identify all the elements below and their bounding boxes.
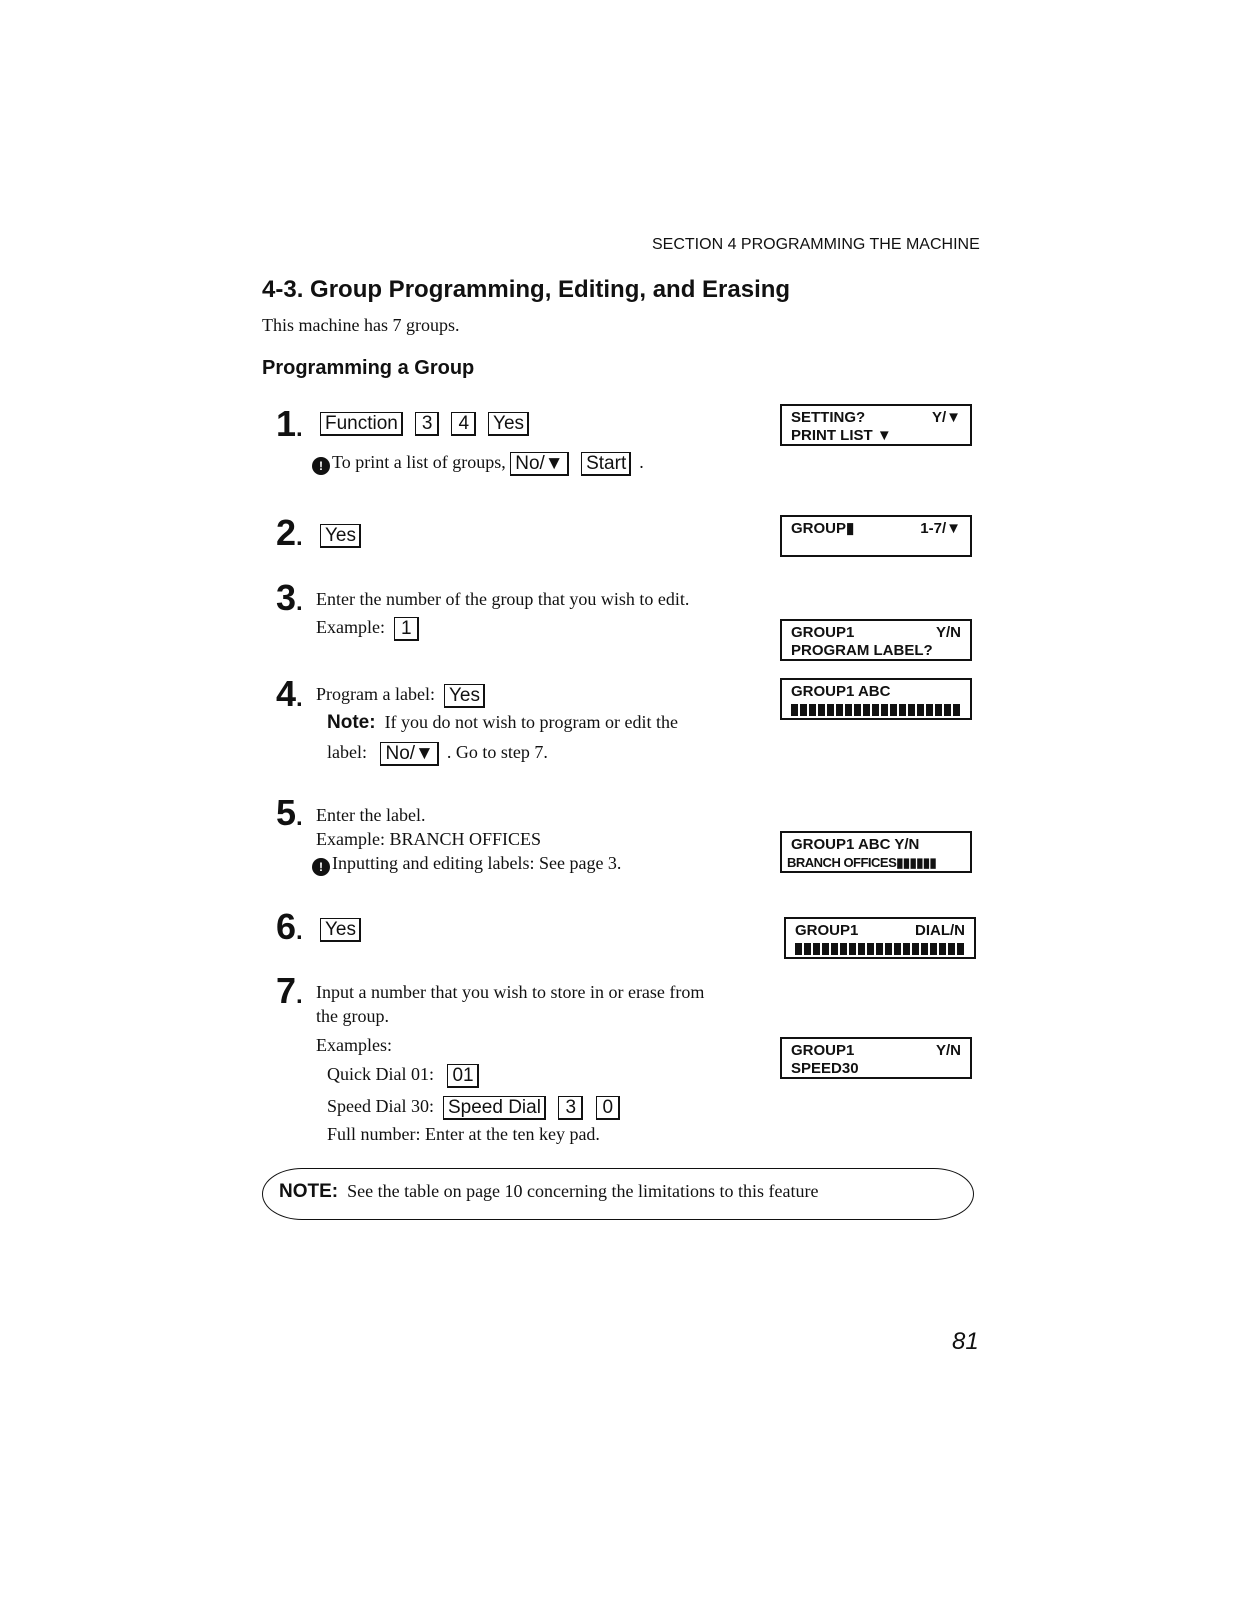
display-program-label: GROUP1 Y/N PROGRAM LABEL? bbox=[780, 619, 972, 661]
step-7-full-number: Full number: Enter at the ten key pad. bbox=[327, 1124, 600, 1144]
key-4[interactable]: 4 bbox=[451, 412, 476, 436]
start-key[interactable]: Start bbox=[581, 452, 631, 476]
step-number-4: 4. bbox=[276, 673, 303, 714]
display-setting: SETTING? Y/▼ PRINT LIST ▼ bbox=[780, 404, 972, 446]
step-2-keys bbox=[320, 524, 369, 548]
yes-key[interactable]: Yes bbox=[320, 918, 361, 942]
key-1[interactable]: 1 bbox=[394, 617, 419, 641]
step-1-keys bbox=[320, 412, 537, 436]
display-branch-offices: GROUP1 ABC Y/N BRANCH OFFICES▮▮▮▮▮▮ bbox=[780, 831, 972, 873]
info-bullet-icon: ! bbox=[312, 858, 330, 876]
step-1-bullet: ! To print a list of groups, No/▼ Start . bbox=[312, 452, 644, 476]
step-number-5: 5. bbox=[276, 792, 303, 833]
cursor-bars bbox=[795, 943, 965, 955]
display-group-select: GROUP▮ 1-7/▼ bbox=[780, 515, 972, 557]
function-key[interactable]: Function bbox=[320, 412, 403, 436]
key-3[interactable]: 3 bbox=[558, 1096, 583, 1120]
display-dial: GROUP1 DIAL/N bbox=[784, 917, 976, 959]
page-title: 4-3. Group Programming, Editing, and Erasing bbox=[262, 276, 791, 303]
intro-text: This machine has 7 groups. bbox=[262, 315, 460, 335]
key-3[interactable]: 3 bbox=[415, 412, 440, 436]
note-text: NOTE: See the table on page 10 concerning the limitations to this feature bbox=[279, 1181, 819, 1202]
step-3-example: Example: 1 bbox=[316, 617, 427, 641]
note-callout bbox=[262, 1168, 974, 1220]
page-number: 81 bbox=[952, 1328, 979, 1355]
step-number-6: 6. bbox=[276, 906, 303, 947]
step-7-text: Input a number that you wish to store in or erase from bbox=[316, 982, 705, 1002]
display-speed30: GROUP1 Y/N SPEED30 bbox=[780, 1037, 972, 1079]
step-4-note: Note: If you do not wish to program or edit the bbox=[327, 712, 679, 733]
no-key[interactable]: No/▼ bbox=[380, 742, 438, 766]
step-number-3: 3. bbox=[276, 577, 303, 618]
info-bullet-icon: ! bbox=[312, 457, 330, 475]
speed-dial-key[interactable]: Speed Dial bbox=[443, 1096, 546, 1120]
cursor-bars bbox=[791, 704, 961, 716]
quick-dial-01-key[interactable]: 01 bbox=[447, 1064, 478, 1088]
step-4-note-line2: label: No/▼ . Go to step 7. bbox=[327, 742, 548, 764]
yes-key[interactable]: Yes bbox=[320, 524, 361, 548]
step-7-quick-dial: Quick Dial 01: 01 bbox=[327, 1064, 487, 1088]
step-number-7: 7. bbox=[276, 970, 303, 1011]
yes-key[interactable]: Yes bbox=[488, 412, 529, 436]
key-0[interactable]: 0 bbox=[596, 1096, 621, 1120]
step-7-examples-label: Examples: bbox=[316, 1035, 392, 1055]
no-key[interactable]: No/▼ bbox=[510, 452, 568, 476]
step-4-text: Program a label: Yes bbox=[316, 684, 493, 708]
step-5-bullet: ! Inputting and editing labels: See page 3. bbox=[312, 853, 621, 876]
step-3-text: Enter the number of the group that you wish to edit. bbox=[316, 589, 690, 609]
step-5-example: Example: BRANCH OFFICES bbox=[316, 829, 542, 849]
step-6-keys bbox=[320, 918, 369, 942]
subheading: Programming a Group bbox=[262, 357, 475, 379]
step-7-speed-dial: Speed Dial 30: Speed Dial 3 0 bbox=[327, 1096, 628, 1120]
display-label-entry: GROUP1 ABC bbox=[780, 678, 972, 720]
step-number-1: 1. bbox=[276, 403, 303, 444]
step-number-2: 2. bbox=[276, 512, 303, 553]
section-header: SECTION 4 PROGRAMMING THE MACHINE bbox=[652, 236, 980, 253]
yes-key[interactable]: Yes bbox=[444, 684, 485, 708]
step-5-text: Enter the label. bbox=[316, 805, 426, 825]
step-7-text2: the group. bbox=[316, 1006, 389, 1026]
